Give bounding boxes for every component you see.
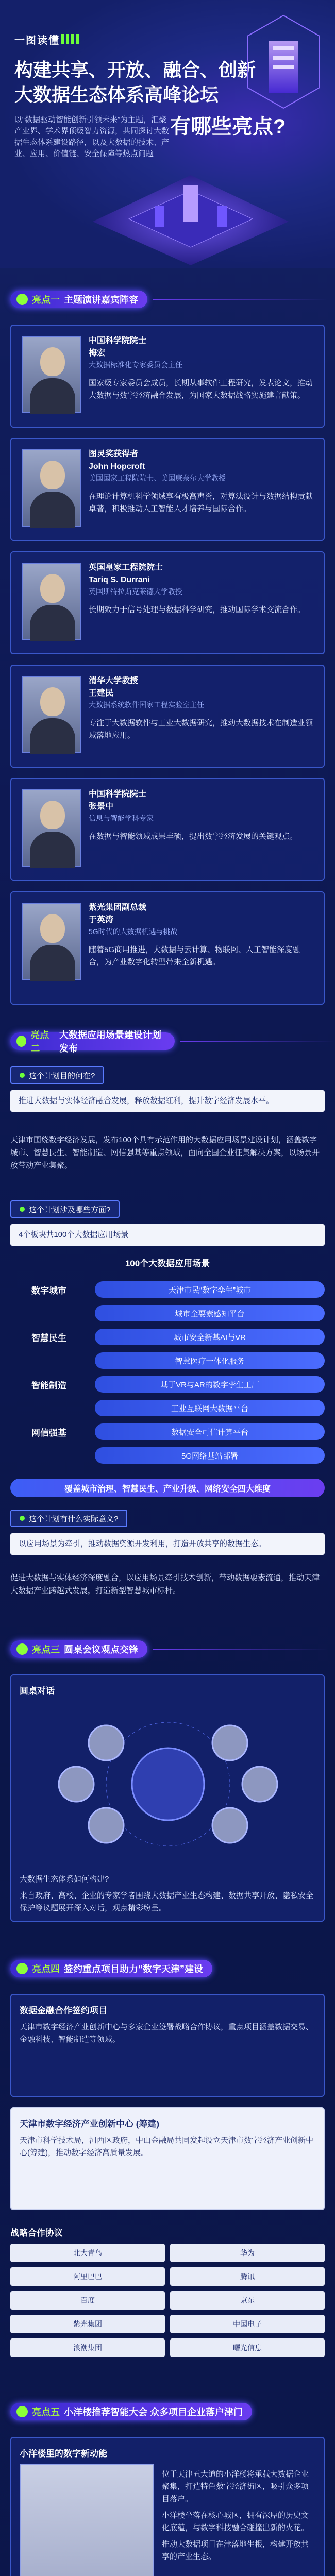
plan-item: 智慧医疗一体化服务: [95, 1352, 325, 1369]
bullet-icon: [20, 1073, 25, 1078]
question-text: 这个计划目的何在?: [29, 1071, 95, 1080]
partner-chip: 曙光信息: [170, 2338, 325, 2357]
plan-row: [10, 1420, 325, 1444]
plan-item: 天津市民“数字孪生”城市: [95, 1281, 325, 1298]
tag-bars-icon: [61, 34, 79, 44]
signing-list-panel: [10, 1994, 325, 2097]
section-1-title: 主题演讲嘉宾阵容: [64, 295, 138, 305]
section-1-label: 亮点一: [32, 295, 60, 305]
signing-list-text: 天津市数字经济产业创新中心与多家企业签署战略合作协议，重点项目涵盖数据交易、金融科技、智能制造等领域。: [20, 2023, 314, 2044]
speaker-bio: 随着5G商用推进，大数据与云计算、物联网、人工智能深度融合，为产业数字化转型带来全新机遇。: [89, 945, 300, 967]
section-badge-icon: [16, 294, 28, 305]
plan-category: 网信强基: [31, 1428, 66, 1438]
question-text: 这个计划涉及哪些方面?: [29, 1205, 111, 1214]
partner-chip: 紫光集团: [10, 2315, 165, 2333]
plan-intro-text: 天津市围绕数字经济发展，发布100个具有示范作用的大数据应用场景建设计划，涵盖数字城市、智慧民生、智能制造、网信强基等重点领域，面向全国企业征集解决方案，以场景开放带动产业集聚。: [10, 1136, 320, 1170]
speaker-org: 紫光集团副总裁: [89, 903, 147, 912]
partner-chip: 腾讯: [170, 2267, 325, 2286]
speaker-bio: 专注于大数据软件与工业大数据研究，推动大数据技术在制造业领域落地应用。: [89, 719, 313, 740]
plan-category: 智能制造: [31, 1380, 66, 1391]
building-photo: [20, 2464, 154, 2576]
plan-item: 城市全要素感知平台: [95, 1305, 325, 1321]
section-4-pill: [10, 1960, 212, 1977]
question-box: [10, 1066, 104, 1084]
plan-row: [10, 1372, 325, 1396]
plan-grid: [10, 1278, 325, 1467]
significance-text: 促进大数据与实体经济深度融合，以应用场景牵引技术创新，带动数据要素流通，推动天津大数据产业跨越式发展，打造新型智慧城市标杆。: [10, 1573, 320, 1595]
speaker-card: [10, 438, 325, 541]
speaker-card: [10, 778, 325, 881]
speaker-bio: 国家级专家委员会成员，长期从事软件工程研究，发表论文，推动大数据与数字经济融合发展，为国家大数据战略实施建言献策。: [89, 379, 313, 400]
speaker-card: [10, 891, 325, 1005]
plan-row: [10, 1301, 325, 1325]
speaker-title: 5G时代的大数据机遇与挑战: [89, 927, 178, 936]
hero-description: 以“数据驱动智能创新引领未来”为主题，汇聚产业界、学术界顶级智力资源，共同探讨大数据生态体系建设路径，以及大数据的技术、产业、应用、价值链、安全保障等热点问题: [14, 115, 170, 158]
section-3-label: 亮点三: [32, 1645, 60, 1655]
speaker-photo: [22, 903, 81, 980]
speaker-photo: [22, 563, 81, 640]
partner-chip: 北大青鸟: [10, 2244, 165, 2262]
section-2-pill: [10, 1030, 175, 1054]
section-5-label: 亮点五: [32, 2407, 60, 2417]
section-1-header: [10, 289, 328, 310]
hero-banner: [0, 0, 335, 268]
roundtable-title: 圆桌对话: [20, 1686, 55, 1696]
coverage-banner: 覆盖城市治理、智慧民生、产业升级、网络安全四大维度: [10, 1479, 325, 1497]
signing-list-title: 数据金融合作签约项目: [20, 2006, 107, 2015]
section-3-title: 圆桌会议观点交锋: [64, 1645, 138, 1655]
speaker-card: [10, 551, 325, 654]
offline-p1: 位于天津五大道的小洋楼将承载大数据企业聚集，打造特色数字经济街区，吸引众多项目落户。: [162, 2470, 309, 2503]
speaker-org: 英国皇家工程院院士: [89, 563, 163, 572]
speaker-name: 王建民: [89, 689, 114, 698]
plan-category: 数字城市: [31, 1285, 66, 1296]
section-divider: [153, 1649, 328, 1650]
speaker-title: 信息与智能学科专家: [89, 814, 154, 822]
plan-category: 智慧民生: [31, 1333, 66, 1343]
plan-item: 5G网络基站部署: [95, 1447, 325, 1464]
section-1-pill: [10, 291, 147, 308]
section-badge-icon: [16, 1643, 28, 1655]
speaker-card: [10, 325, 325, 428]
plan-item: 城市安全新基AI与VR: [95, 1329, 325, 1345]
section-4-label: 亮点四: [32, 1964, 60, 1974]
plan-row: [10, 1325, 325, 1349]
speaker-photo: [22, 789, 81, 867]
section-divider: [153, 299, 328, 300]
offline-title: 小洋楼里的数字新动能: [20, 2449, 107, 2459]
speaker-title: 英国斯特拉斯克莱德大学教授: [89, 587, 182, 596]
answer-box: 以应用场景为牵引，推动数据资源开发利用，打造开放共享的数据生态。: [10, 1533, 325, 1555]
hero-question: 有哪些亮点?: [170, 115, 286, 138]
speaker-org: 中国科学院院士: [89, 790, 147, 799]
speaker-org: 清华大学教授: [89, 676, 139, 685]
data-tower-icon: [242, 10, 325, 113]
roundtable-desc: 来自政府、高校、企业的专家学者围绕大数据产业生态构建、数据共享开放、隐私安全保护等议题展开深入对话，观点精彩纷呈。: [20, 1891, 314, 1912]
partner-chip: 中国电子: [170, 2315, 325, 2333]
plan-item: 数据安全可信计算平台: [95, 1423, 325, 1440]
section-badge-icon: [16, 1036, 26, 1047]
speaker-photo: [22, 336, 81, 413]
plan-row: [10, 1444, 325, 1467]
partner-chip: 阿里巴巴: [10, 2267, 165, 2286]
speaker-title: 大数据标准化专家委员会主任: [89, 361, 182, 369]
hero-title-line2: 大数据生态体系高峰论坛: [14, 84, 219, 105]
question-box: [10, 1200, 120, 1218]
answer-box: 推进大数据与实体经济融合发展，释放数据红利，提升数字经济发展水平。: [10, 1090, 325, 1112]
speaker-org: 中国科学院院士: [89, 336, 147, 345]
isometric-platform-illustration: [82, 155, 299, 268]
speaker-bio: 长期致力于信号处理与数据科学研究，推动国际学术交流合作。: [89, 605, 306, 614]
partner-chip: 华为: [170, 2244, 325, 2262]
plan-title: 100个大数据应用场景: [125, 1259, 210, 1268]
speaker-name: John Hopcroft: [89, 462, 145, 471]
hero-title-line1: 构建共享、开放、融合、创新: [14, 59, 256, 80]
roundtable-topic: 大数据生态体系如何构建?: [20, 1875, 109, 1884]
speaker-card: [10, 665, 325, 768]
innovation-center-panel: [10, 2107, 325, 2210]
bullet-icon: [20, 1516, 25, 1521]
plan-row: [10, 1396, 325, 1420]
strategic-partners: [10, 2226, 325, 2357]
section-badge-icon: [16, 1963, 28, 1974]
speaker-name: 张景中: [89, 802, 114, 811]
speaker-name: Tariq S. Durrani: [89, 575, 150, 584]
innovation-center-text: 天津市科学技术局，河西区政府，中山金融局共同发起设立天津市数字经济产业创新中心(筹建)，推动数字经济高质量发展。: [20, 2136, 314, 2157]
speaker-title: 大数据系统软件国家工程实验室主任: [89, 701, 204, 709]
question-box: [10, 1510, 127, 1527]
speaker-name: 梅宏: [89, 349, 106, 358]
question-text: 这个计划有什么实际意义?: [29, 1514, 119, 1523]
speaker-org: 图灵奖获得者: [89, 450, 139, 459]
roundtable-diagram: [20, 1702, 316, 1867]
section-4-header: [10, 1958, 212, 1979]
speaker-title: 美国国家工程院院士、美国康奈尔大学教授: [89, 474, 226, 482]
bullet-icon: [20, 1207, 25, 1212]
section-4-title: 签约重点项目助力“数字天津”建设: [64, 1964, 203, 1974]
partner-chip: 浪潮集团: [10, 2338, 165, 2357]
partner-chip: 百度: [10, 2291, 165, 2310]
roundtable-panel: [10, 1674, 325, 1922]
speaker-name: 于英涛: [89, 916, 114, 924]
plan-item: 基于VR与AR的数字孪生工厂: [95, 1376, 325, 1393]
offline-panel: [10, 2437, 325, 2576]
section-divider: [180, 1041, 335, 1042]
answer-box: 4个板块共100个大数据应用场景: [10, 1224, 325, 1246]
section-5-header: [10, 2401, 252, 2422]
section-3-pill: [10, 1640, 147, 1658]
plan-row: [10, 1349, 325, 1372]
innovation-center-title: 天津市数字经济产业创新中心 (筹建): [20, 2119, 160, 2129]
section-3-header: [10, 1638, 328, 1660]
section-5-pill: [10, 2403, 252, 2420]
partner-chip: 京东: [170, 2291, 325, 2310]
section-2-label: 亮点二: [30, 1030, 49, 1054]
offline-p2: 小洋楼坐落在核心城区，拥有深厚的历史文化底蕴，与数字科技融合碰撞出新的火花。: [162, 2511, 309, 2532]
partners-title: 战略合作协议: [10, 2228, 63, 2238]
speaker-photo: [22, 449, 81, 527]
speaker-photo: [22, 676, 81, 753]
section-5-title: 小洋楼推荐智能大会 众多项目企业落户津门: [64, 2407, 243, 2417]
section-2-header: [10, 1030, 335, 1052]
section-badge-icon: [16, 2406, 28, 2417]
speaker-bio: 在数据与智能领域成果丰硕，提出数字经济发展的关键观点。: [89, 832, 298, 841]
hero-tag: 一图读懂: [14, 35, 60, 46]
offline-p3: 推动大数据项目在津落地生根，构建开放共享的产业生态。: [162, 2540, 309, 2561]
speaker-bio: 在理论计算机科学领域享有极高声誉，对算法设计与数据结构贡献卓著，积极推动人工智能人才培养与国际合作。: [89, 492, 313, 513]
plan-row: [10, 1278, 325, 1301]
section-2-title: 大数据应用场景建设计划发布: [59, 1030, 161, 1054]
plan-item: 工业互联网大数据平台: [95, 1400, 325, 1416]
